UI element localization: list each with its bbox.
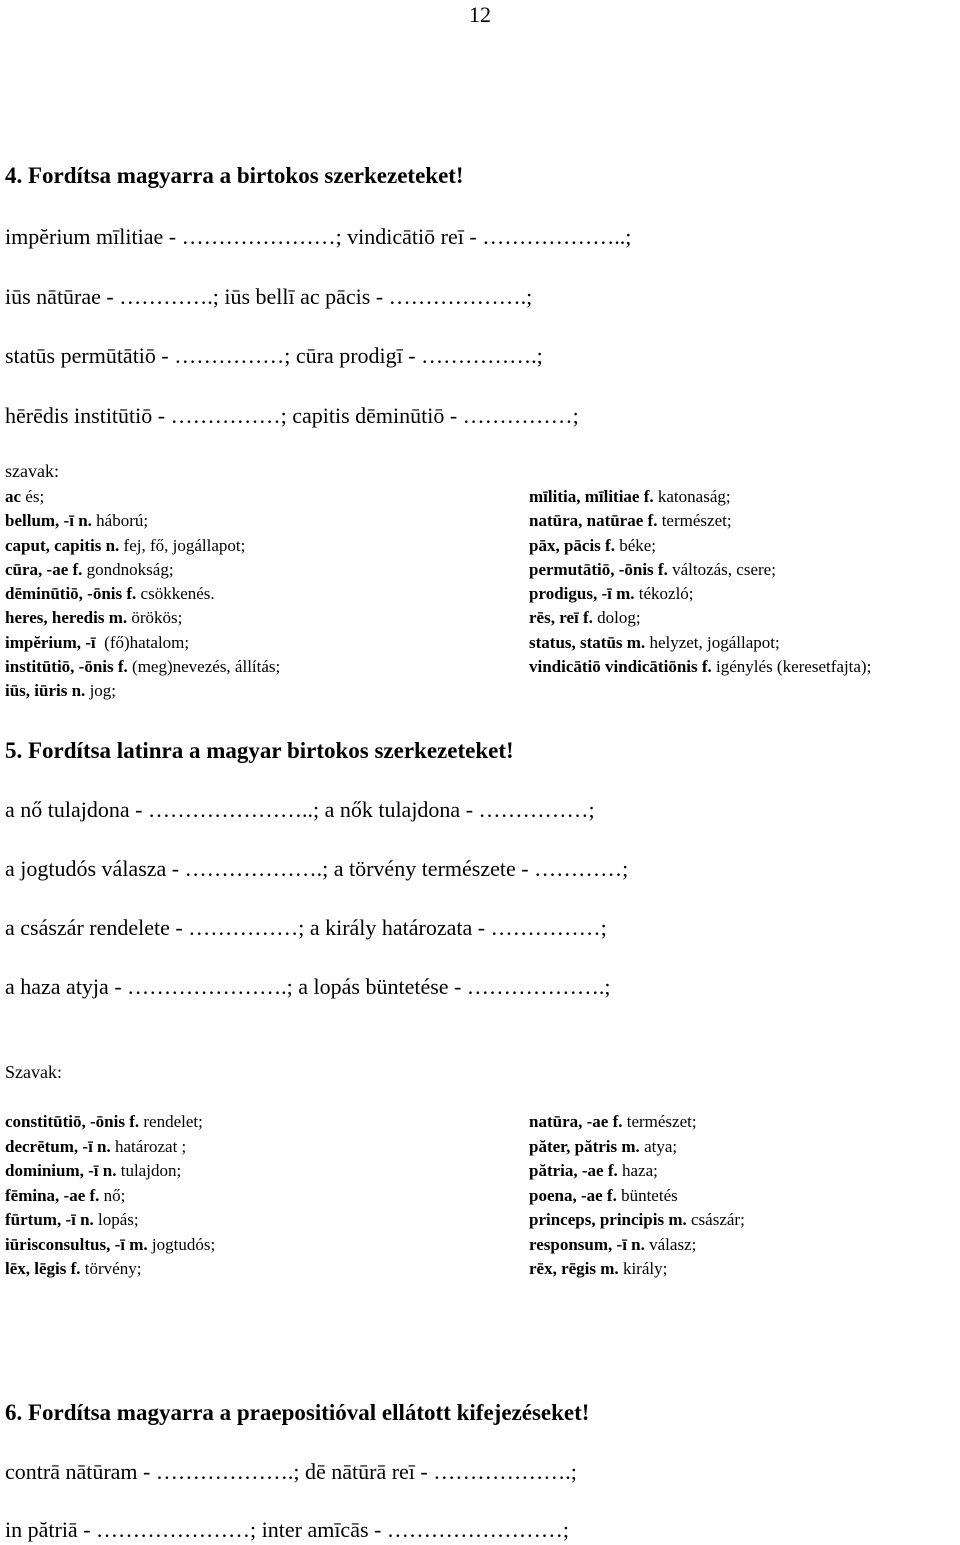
vocab-gloss: (fő)hatalom; <box>95 632 190 652</box>
vocab-entry <box>529 1110 745 1135</box>
vocab-gloss: helyzet, jogállapot; <box>645 632 780 652</box>
vocab-gloss: császár; <box>686 1210 745 1229</box>
exercise-line: contrā nātūram - ……………….; dē nātūrā reī - ……………….; <box>5 1459 577 1484</box>
exercise-line: a haza atyja - ………………….; a lopás büntetése - ……………….; <box>5 974 611 999</box>
vocab-gloss: változás, csere; <box>667 559 776 579</box>
vocab-gloss: jog; <box>85 681 117 701</box>
vocab-gloss: király; <box>618 1259 668 1278</box>
vocab-gloss: gondnokság; <box>82 559 174 579</box>
vocab-term: impĕrium, -ī <box>5 632 96 652</box>
vocab-term: păter, pătris m. <box>529 1136 640 1156</box>
vocab-term: ac <box>5 487 22 506</box>
vocab-entry <box>5 509 280 533</box>
vocab-term: fēmina, -ae f. <box>5 1185 100 1205</box>
vocab-entry <box>5 1233 215 1258</box>
section-4-heading: 4. Fordítsa magyarra a birtokos szerkezeteket! <box>5 163 464 188</box>
vocab-list-right <box>529 485 871 679</box>
section-5-heading: 5. Fordítsa latinra a magyar birtokos szerkezeteket! <box>5 738 514 763</box>
vocab-gloss: (meg)nevezés, állítás; <box>127 657 281 677</box>
vocab-term: pătria, -ae f. <box>529 1161 618 1180</box>
vocab-gloss: lopás; <box>93 1210 139 1229</box>
vocab-entry <box>529 1233 745 1258</box>
exercise-line: a nő tulajdona - …………………..; a nők tulajdona - ……………; <box>5 797 595 822</box>
vocab-term: dēminūtiō, -ōnis f. <box>5 584 137 604</box>
vocab-list-left <box>5 1110 215 1282</box>
vocab-entry <box>5 655 280 679</box>
vocab-gloss: jogtudós; <box>147 1234 216 1254</box>
vocab-gloss: válasz; <box>644 1234 697 1254</box>
vocab-term: rēs, reī f. <box>529 608 593 628</box>
vocab-term: princeps, principis m. <box>529 1210 687 1229</box>
vocab-entry <box>529 1184 745 1209</box>
vocab-entry <box>529 1159 745 1184</box>
vocab-entry <box>5 606 280 630</box>
exercise-line: iūs nātūrae - ………….; iūs bellī ac pācis - ……………….; <box>5 284 533 309</box>
vocab-gloss: atya; <box>639 1136 678 1156</box>
vocab-term: constitūtiō, -ōnis f. <box>5 1112 140 1131</box>
vocab-entry <box>5 1184 215 1209</box>
vocab-term: mīlitia, mīlitiae f. <box>529 487 654 506</box>
vocab-term: poena, -ae f. <box>529 1185 617 1205</box>
vocab-term: natūra, natūrae f. <box>529 511 658 531</box>
vocab-entry <box>529 534 871 558</box>
vocab-gloss: fej, fő, jogállapot; <box>119 535 246 555</box>
vocab-entry <box>5 1159 215 1184</box>
vocab-entry <box>529 655 871 679</box>
vocab-gloss: tékozló; <box>634 584 694 604</box>
vocab-gloss: csökkenés. <box>136 584 215 604</box>
vocab-term: fūrtum, -ī n. <box>5 1210 94 1229</box>
vocab-gloss: rendelet; <box>139 1112 203 1131</box>
vocab-gloss: büntetés <box>616 1185 678 1205</box>
vocab-gloss: háború; <box>91 511 149 531</box>
vocab-gloss: nő; <box>99 1185 126 1205</box>
vocab-term: status, statūs m. <box>529 632 646 652</box>
vocab-entry <box>529 485 871 509</box>
section-6-heading: 6. Fordítsa magyarra a praepositióval ellátott kifejezéseket! <box>5 1400 590 1425</box>
exercise-line: statūs permūtātiō - ……………; cūra prodigī - …………….; <box>5 343 543 368</box>
vocab-gloss: természet; <box>657 511 732 531</box>
vocab-entry <box>5 582 280 606</box>
vocab-gloss: dolog; <box>592 608 641 628</box>
exercise-line: a császár rendelete - ……………; a király határozata - ……………; <box>5 915 607 940</box>
vocab-term: rēx, rēgis m. <box>529 1259 619 1278</box>
vocab-gloss: igénylés (keresetfajta); <box>711 657 872 677</box>
page-number: 12 <box>469 2 491 27</box>
vocab-term: cūra, -ae f. <box>5 559 83 579</box>
exercise-line: hērēdis institūtiō - ……………; capitis dēminūtiō - ……………; <box>5 403 579 428</box>
vocab-entry <box>5 534 280 558</box>
vocab-entry <box>5 558 280 582</box>
vocab-term: heres, heredis m. <box>5 608 128 628</box>
exercise-line: impĕrium mīlitiae - …………………; vindicātiō reī - ………………..; <box>5 224 632 249</box>
vocab-label: szavak: <box>5 461 59 481</box>
vocab-gloss: örökös; <box>127 608 183 628</box>
vocab-entry <box>5 485 280 509</box>
vocab-entry <box>529 582 871 606</box>
vocab-entry <box>5 1257 215 1282</box>
vocab-gloss: természet; <box>622 1112 697 1131</box>
vocab-term: institūtiō, -ōnis f. <box>5 657 128 677</box>
vocab-gloss: katonaság; <box>653 487 731 506</box>
vocab-gloss: határozat ; <box>110 1136 187 1156</box>
vocab-term: pāx, pācis f. <box>529 535 615 555</box>
vocab-term: permutātiō, -ōnis f. <box>529 559 668 579</box>
vocab-gloss: tulajdon; <box>116 1161 182 1180</box>
vocab-term: prodigus, -ī m. <box>529 584 635 604</box>
vocab-gloss: haza; <box>617 1161 658 1180</box>
vocab-term: iūs, iūris n. <box>5 681 86 701</box>
vocab-label: Szavak: <box>5 1062 62 1082</box>
vocab-term: caput, capitis n. <box>5 535 120 555</box>
vocab-term: bellum, -ī n. <box>5 511 92 531</box>
vocab-entry <box>529 606 871 630</box>
vocab-entry <box>529 631 871 655</box>
vocab-term: decrētum, -ī n. <box>5 1136 111 1156</box>
vocab-entry <box>5 1110 215 1135</box>
exercise-line: in pătriā - …………………; inter amīcās - ……………………; <box>5 1517 569 1542</box>
vocab-list-right <box>529 1110 745 1282</box>
vocab-entry <box>5 1208 215 1233</box>
vocab-term: responsum, -ī n. <box>529 1234 645 1254</box>
vocab-gloss: törvény; <box>80 1259 142 1278</box>
vocab-entry <box>529 558 871 582</box>
vocab-entry <box>529 1257 745 1282</box>
vocab-entry <box>529 1208 745 1233</box>
vocab-entry <box>5 631 280 655</box>
vocab-term: lēx, lēgis f. <box>5 1259 81 1278</box>
vocab-term: iūrisconsultus, -ī m. <box>5 1234 148 1254</box>
vocab-entry <box>5 679 280 703</box>
exercise-line: a jogtudós válasza - ……………….; a törvény természete - …………; <box>5 856 629 881</box>
vocab-entry <box>529 509 871 533</box>
vocab-list-left <box>5 485 280 704</box>
vocab-entry <box>529 1135 745 1160</box>
vocab-term: natūra, -ae f. <box>529 1112 623 1131</box>
vocab-term: dominium, -ī n. <box>5 1161 117 1180</box>
vocab-gloss: és; <box>21 487 45 506</box>
vocab-entry <box>5 1135 215 1160</box>
vocab-term: vindicātiō vindicātiōnis f. <box>529 657 712 677</box>
vocab-gloss: béke; <box>614 535 657 555</box>
